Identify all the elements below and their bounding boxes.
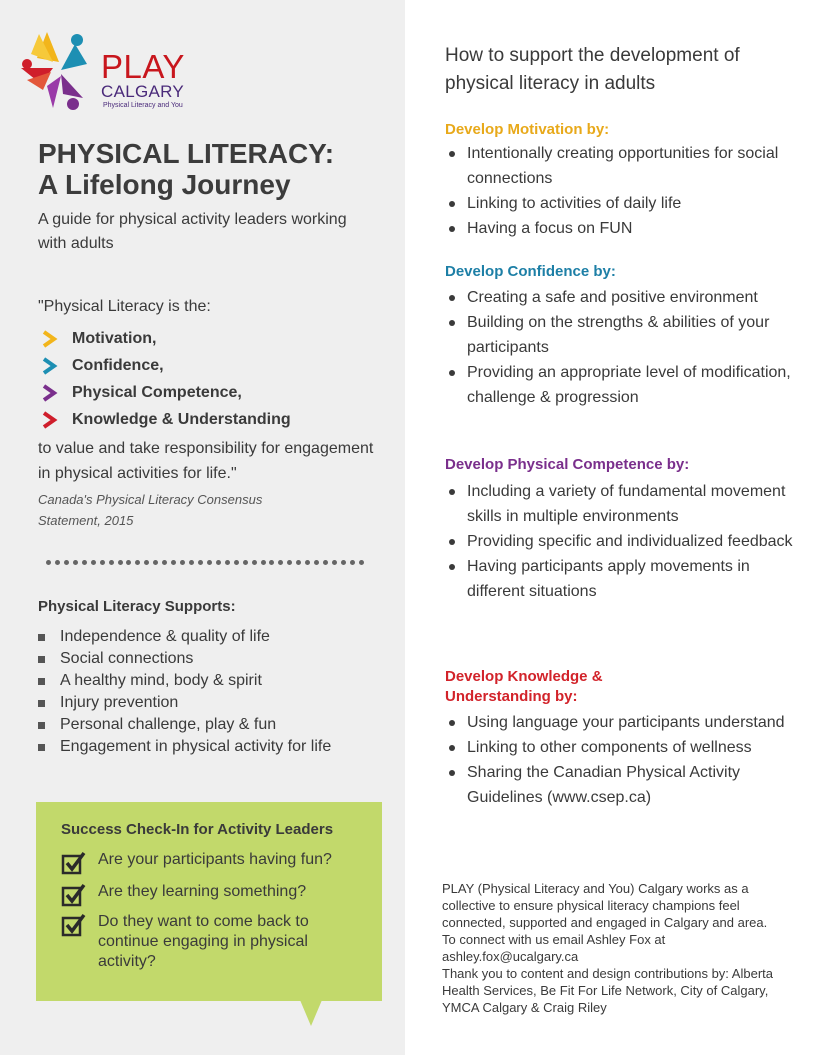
confidence-list [445,285,805,410]
checkbox-checked-icon [61,850,87,876]
supports-list [38,626,393,758]
checkin-item-text: Are they learning something? [98,883,307,900]
list-item: Providing specific and individualized feedback [445,529,805,554]
square-bullet-icon [38,744,45,751]
checkbox-checked-icon [61,882,87,908]
play-calgary-logo [17,28,197,114]
components-list [40,325,380,433]
checkin-item [61,850,358,876]
section-heading-confidence: Develop Confidence by: [445,263,616,280]
list-item: A healthy mind, body & spirit [38,670,393,692]
list-item: Engagement in physical activity for life [38,736,393,758]
component-item [40,325,380,352]
component-label: Physical Competence, [72,383,242,401]
section-heading-motivation: Develop Motivation by: [445,121,610,138]
chevron-right-icon [40,356,60,376]
square-bullet-icon [38,634,45,641]
list-item: Sharing the Canadian Physical Activity Guidelines (www.csep.ca) [445,760,805,810]
component-item [40,352,380,379]
star-figure-icon [17,28,101,114]
chevron-right-icon [40,383,60,403]
quote-source: Canada's Physical Literacy Consensus Statement, 2015 [38,492,263,528]
checkin-title: Success Check-In for Activity Leaders [61,821,334,838]
list-item: Linking to activities of daily life [445,191,805,216]
right-title: How to support the development of physical literacy in adults [445,45,740,94]
component-label: Motivation, [72,329,157,347]
logo-tagline: Physical Literacy and You [103,102,183,109]
list-item: Linking to other components of wellness [445,735,805,760]
checkbox-checked-icon [61,912,87,938]
logo-calgary-text: CALGARY [101,82,185,101]
list-item: Having a focus on FUN [445,216,805,241]
component-item [40,406,380,433]
square-bullet-icon [38,656,45,663]
list-item: Creating a safe and positive environment [445,285,805,310]
footer-text [442,880,782,1016]
list-item: Including a variety of fundamental movement skills in multiple environments [445,479,805,529]
quote-intro: "Physical Literacy is the: [38,298,211,315]
section-heading-knowledge: Develop Knowledge & Understanding by: [445,668,603,705]
title-line-1: PHYSICAL LITERACY: [38,138,335,169]
title-line-2: A Lifelong Journey [38,169,291,200]
page-title [38,138,398,200]
list-item: Building on the strengths & abilities of your participants [445,310,805,360]
component-label: Confidence, [72,356,164,374]
checkin-item-text: Are your participants having fun? [98,851,332,868]
logo-play-text: PLAY [101,48,185,85]
list-item: Personal challenge, play & fun [38,714,393,736]
dotted-divider [46,560,364,566]
list-item: Intentionally creating opportunities for social connections [445,141,805,191]
list-item: Independence & quality of life [38,626,393,648]
list-item: Social connections [38,648,393,670]
footer-thanks: Thank you to content and design contributions by: Alberta Health Services, Be Fit For Life Network, City of Calgary, YMCA Calgary & Craig Riley [442,966,773,1015]
chevron-right-icon [40,410,60,430]
square-bullet-icon [38,722,45,729]
square-bullet-icon [38,678,45,685]
motivation-list [445,141,805,241]
knowledge-list [445,710,805,810]
checkin-item [61,882,358,908]
page-subtitle: A guide for physical activity leaders working with adults [38,211,347,252]
supports-title: Physical Literacy Supports: [38,598,236,615]
list-item: Injury prevention [38,692,393,714]
chevron-right-icon [40,329,60,349]
component-label: Knowledge & Understanding [72,410,291,428]
left-column [0,0,405,1055]
footer-about: PLAY (Physical Literacy and You) Calgary works as a collective to ensure physical literacy champions feel connected, supported and engaged in Calgary and area. To connect with us email Ashley Fox at ashley.fox@ucalgary.ca [442,881,768,964]
list-item: Having participants apply movements in different situations [445,554,805,604]
right-column [405,0,816,1055]
component-item [40,379,380,406]
quote-end: to value and take responsibility for engagement in physical activities for life." [38,440,374,482]
section-heading-competence: Develop Physical Competence by: [445,456,690,473]
list-item: Providing an appropriate level of modification, challenge & progression [445,360,805,410]
square-bullet-icon [38,700,45,707]
checkin-box [36,802,382,1001]
competence-list [445,479,805,604]
checkin-pointer [300,1000,322,1026]
list-item: Using language your participants understand [445,710,805,735]
checkin-item [61,912,358,972]
checkin-item-text: Do they want to come back to continue engaging in physical activity? [98,913,309,970]
